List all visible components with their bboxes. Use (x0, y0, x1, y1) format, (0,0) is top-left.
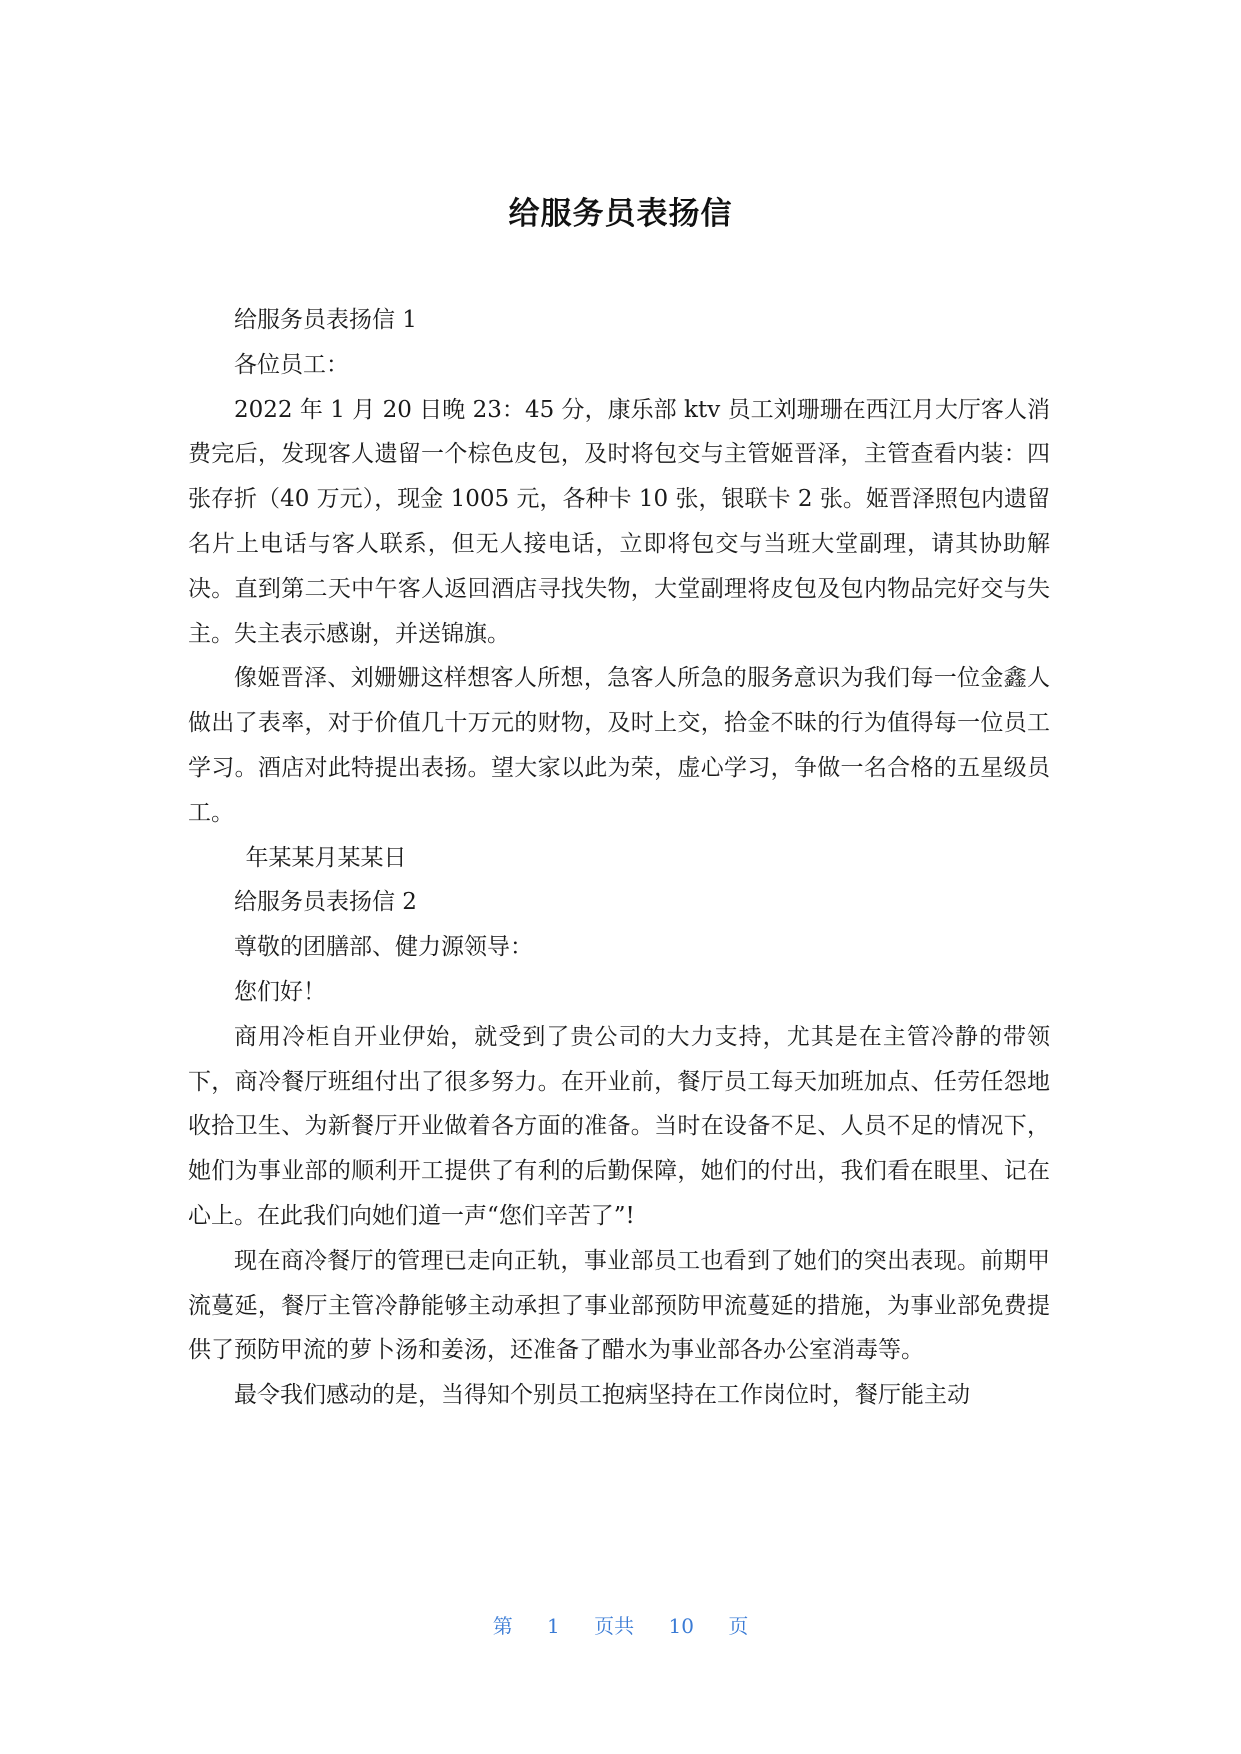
body-paragraph: 最令我们感动的是，当得知个别员工抱病坚持在工作岗位时，餐厅能主动 (234, 1382, 970, 1409)
section-heading-2: 给服务员表扬信 2 (234, 889, 417, 916)
footer-prefix: 第 (492, 1614, 513, 1638)
greeting: 您们好！ (234, 978, 326, 1005)
body-paragraph: 像姬晋泽、刘姗姗这样想客人所想，急客人所急的服务意识为我们每一位金鑫人做出了表率，对于价值几十万元的财物，及时上交，拾金不昧的行为值得每一位员工学习。酒店对此特提出表扬。望大家以此为荣，虚心学习，争做一名合格的五星级员工。 (188, 665, 1050, 826)
document-title: 给服务员表扬信 (508, 196, 733, 232)
footer-suffix: 页 (728, 1614, 749, 1638)
body-paragraph: 现在商冷餐厅的管理已走向正轨，事业部员工也看到了她们的突出表现。前期甲流蔓延，餐厅主管冷静能够主动承担了事业部预防甲流蔓延的措施，为事业部免费提供了预防甲流的萝卜汤和姜汤，还准备了醋水为事业部各办公室消毒等。 (188, 1247, 1050, 1364)
salutation-1: 各位员工： (234, 351, 349, 378)
footer-current-page: 1 (547, 1614, 560, 1638)
footer-middle: 页共 (594, 1614, 635, 1638)
footer-total-pages: 10 (668, 1614, 694, 1638)
date-line: 年某某月某某日 (245, 844, 407, 871)
document-body (188, 298, 1050, 1418)
body-paragraph: 2022 年 1 月 20 日晚 23：45 分，康乐部 ktv 员工刘珊珊在西江月大厅客人消费完后，发现客人遗留一个棕色皮包，及时将包交与主管姬晋泽，主管查看内装：四张存折（40 万元），现金 1005 元，各种卡 10 张，银联卡 2 张。姬晋泽照包内遗留名片上电话与客人联系，但无人接电话，立即将包交与当班大堂副理，请其协助解决。直到第二天中午客人返回酒店寻找失物，大堂副理将皮包及包内物品完好交与失主。失主表示感谢，并送锦旗。 (188, 396, 1050, 647)
body-paragraph: 商用冷柜自开业伊始，就受到了贵公司的大力支持，尤其是在主管冷静的带领下，商冷餐厅班组付出了很多努力。在开业前，餐厅员工每天加班加点、任劳任怨地收拾卫生、为新餐厅开业做着各方面的准备。当时在设备不足、人员不足的情况下，她们为事业部的顺利开工提供了有利的后勤保障，她们的付出，我们看在眼里、记在心上。在此我们向她们道一声“您们辛苦了”! (188, 1023, 1050, 1229)
section-heading-1: 给服务员表扬信 1 (234, 307, 417, 333)
page-footer (0, 1610, 1241, 1639)
salutation-2: 尊敬的团膳部、健力源领导： (234, 934, 533, 961)
